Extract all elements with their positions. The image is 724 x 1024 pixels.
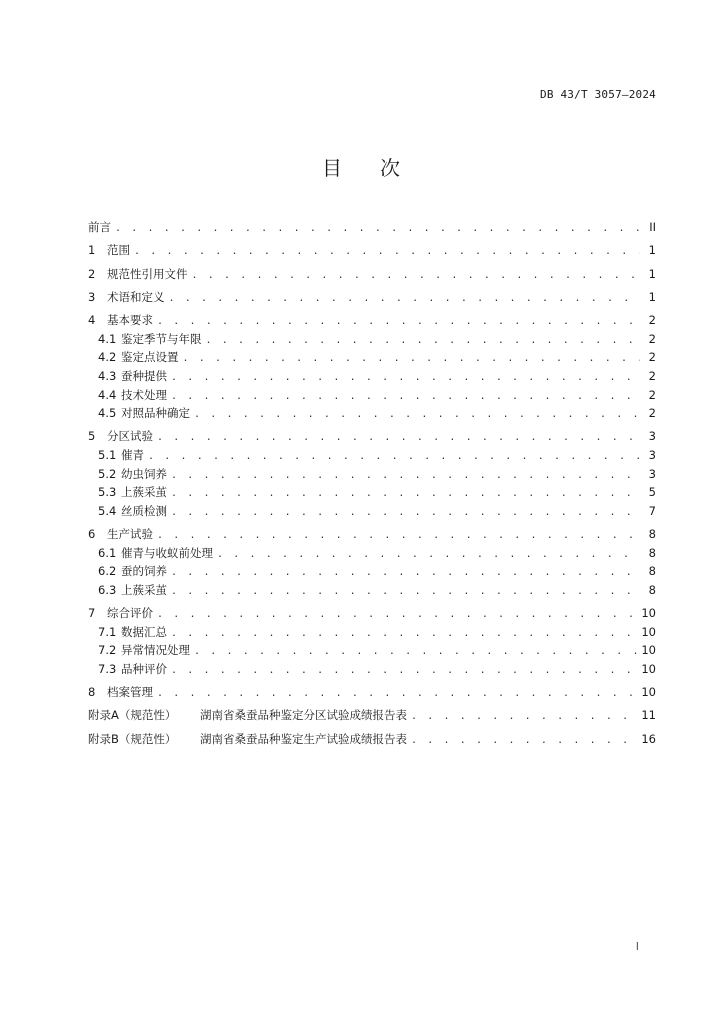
- toc-entry-number: 4: [88, 313, 96, 328]
- toc-entry-title: 对照品种确定: [121, 406, 190, 421]
- toc-entry-page: 7: [648, 503, 656, 518]
- toc-entry[interactable]: [88, 349, 656, 368]
- toc-dot-leader: [171, 391, 640, 402]
- toc-entry-number: 7.1: [98, 624, 117, 639]
- toc-dot-leader: [171, 372, 640, 383]
- toc-entry-page: 10: [641, 606, 656, 621]
- toc-entry[interactable]: [88, 242, 656, 261]
- toc-entry-page: 8: [648, 564, 656, 579]
- toc-entry-number: 6: [88, 527, 96, 542]
- toc-dot-leader: [192, 270, 641, 281]
- toc-entry-page: 16: [641, 731, 656, 746]
- toc-entry-number: 4.1: [98, 331, 117, 346]
- toc-dot-leader: [171, 665, 637, 676]
- toc-entry-number: 4.3: [98, 368, 117, 383]
- toc-entry[interactable]: [88, 582, 656, 601]
- toc-entry-number: 8: [88, 685, 96, 700]
- toc-entry[interactable]: [88, 428, 656, 447]
- footer-page-number: I: [635, 940, 639, 953]
- toc-dot-leader: [157, 316, 640, 327]
- toc-entry-number: 2: [88, 266, 96, 281]
- toc-entry-number: 5.4: [98, 503, 117, 518]
- toc-entry[interactable]: [88, 563, 656, 582]
- toc-entry-title: 分区试验: [107, 429, 153, 444]
- toc-entry[interactable]: [88, 484, 656, 503]
- toc-entry-number: 4.2: [98, 350, 117, 365]
- toc-entry-page: 1: [648, 243, 656, 258]
- toc-entry-title: 品种评价: [121, 661, 167, 676]
- toc-dot-leader: [171, 507, 640, 518]
- toc-entry[interactable]: [88, 503, 656, 522]
- toc-dot-leader: [206, 335, 641, 346]
- toc-entry-title: 生产试验: [107, 527, 153, 542]
- toc-entry[interactable]: [88, 661, 656, 680]
- toc-entry-title: 基本要求: [107, 313, 153, 328]
- toc-entry[interactable]: [88, 266, 656, 285]
- toc-entry-title: 技术处理: [121, 387, 167, 402]
- toc-dot-leader: [194, 646, 637, 657]
- toc-entry[interactable]: [88, 387, 656, 406]
- toc-entry-number: 5: [88, 429, 96, 444]
- toc-entry[interactable]: [88, 545, 656, 564]
- toc-entry-page: 2: [648, 387, 656, 402]
- toc-entry-page: 1: [648, 266, 656, 281]
- toc-entry-title: 上蔟采茧: [121, 485, 167, 500]
- toc-entry[interactable]: [88, 642, 656, 661]
- toc-entry-title: 蚕种提供: [121, 368, 167, 383]
- toc-entry[interactable]: [88, 289, 656, 308]
- toc-dot-leader: [171, 586, 640, 597]
- toc-entry-page: 11: [641, 708, 656, 723]
- toc-entry-number: 5.2: [98, 466, 117, 481]
- toc-entry[interactable]: [88, 605, 656, 624]
- toc-dot-leader: [171, 567, 640, 578]
- toc-entry[interactable]: [88, 405, 656, 424]
- toc-entry-number: 5.1: [98, 447, 117, 462]
- toc-entry-page: 8: [648, 582, 656, 597]
- toc-entry[interactable]: [88, 731, 656, 750]
- page-title-part2: 次: [380, 156, 402, 180]
- toc-entry-page: 2: [648, 406, 656, 421]
- toc-entry-page: 10: [641, 661, 656, 676]
- page-title-part1: 目: [322, 156, 344, 180]
- toc-entry-title: 鉴定点设置: [121, 350, 179, 365]
- toc-entry-page: 3: [648, 447, 656, 462]
- toc-entry-page: II: [649, 220, 656, 234]
- toc-entry-number: 7: [88, 606, 96, 621]
- toc-entry[interactable]: [88, 331, 656, 350]
- toc-entry-page: 10: [641, 685, 656, 700]
- toc-entry-title: 前言: [88, 220, 111, 234]
- toc-entry-title: 湖南省桑蚕品种鉴定生产试验成绩报告表: [200, 731, 407, 746]
- toc-dot-leader: [171, 488, 640, 499]
- toc-entry-number: 7.2: [98, 643, 117, 658]
- toc-entry-title: 术语和定义: [107, 289, 165, 304]
- toc-entry-page: 3: [648, 466, 656, 481]
- toc-entry-number: 附录B（规范性）: [88, 731, 177, 746]
- toc-entry-number: 附录A（规范性）: [88, 708, 177, 723]
- toc-entry-title: 蚕的饲养: [121, 564, 167, 579]
- toc-entry-number: 1: [88, 243, 96, 258]
- toc-entry-number: 3: [88, 289, 96, 304]
- toc-dot-leader: [157, 432, 640, 443]
- toc-entry-title: 幼虫饲养: [121, 466, 167, 481]
- toc-entry-title: 丝质检测: [121, 503, 167, 518]
- toc-dot-leader: [183, 353, 641, 364]
- toc-entry-title: 范围: [107, 243, 130, 258]
- toc-entry[interactable]: [88, 684, 656, 703]
- toc-entry-title: 上蔟采茧: [121, 582, 167, 597]
- page-title: [0, 152, 724, 181]
- toc-entry[interactable]: [88, 368, 656, 387]
- toc-entry-title: 异常情况处理: [121, 643, 190, 658]
- toc-entry-title: 催青: [121, 447, 144, 462]
- toc-entry-page: 2: [648, 368, 656, 383]
- toc-dot-leader: [411, 735, 637, 746]
- toc-dot-leader: [171, 470, 640, 481]
- toc-entry[interactable]: [88, 526, 656, 545]
- toc-dot-leader: [157, 688, 637, 699]
- toc-entry-title: 湖南省桑蚕品种鉴定分区试验成绩报告表: [200, 708, 407, 723]
- toc-entry[interactable]: [88, 466, 656, 485]
- toc-dot-leader: [134, 246, 640, 257]
- toc-entry-page: 2: [648, 350, 656, 365]
- toc-entry-number: 4.4: [98, 387, 117, 402]
- toc-entry-page: 2: [648, 313, 656, 328]
- toc-entry-page: 5: [648, 485, 656, 500]
- toc-entry[interactable]: [88, 312, 656, 331]
- toc-dot-leader: [194, 409, 640, 420]
- toc-entry-page: 1: [648, 289, 656, 304]
- toc-entry-title: 鉴定季节与年限: [121, 331, 202, 346]
- toc-entry[interactable]: [88, 447, 656, 466]
- toc-dot-leader: [148, 451, 640, 462]
- toc-entry[interactable]: [88, 707, 656, 726]
- toc-dot-leader: [217, 549, 640, 560]
- toc-dot-leader: [157, 609, 637, 620]
- toc-entry-number: 6.3: [98, 582, 117, 597]
- toc-dot-leader: [169, 293, 641, 304]
- toc-entry-page: 8: [648, 527, 656, 542]
- toc-entry-page: 10: [641, 643, 656, 658]
- toc-entry-title: 数据汇总: [121, 624, 167, 639]
- toc-entry-number: 6.2: [98, 564, 117, 579]
- toc-entry[interactable]: [88, 624, 656, 643]
- toc-dot-leader: [411, 711, 637, 722]
- toc-entry-title: 综合评价: [107, 606, 153, 621]
- toc-dot-leader: [171, 628, 637, 639]
- toc-entry-page: 3: [648, 429, 656, 444]
- table-of-contents: [88, 219, 656, 749]
- toc-entry-title: 催青与收蚁前处理: [121, 545, 213, 560]
- toc-entry-number: 4.5: [98, 406, 117, 421]
- toc-entry-page: 8: [648, 545, 656, 560]
- toc-entry-page: 2: [648, 331, 656, 346]
- toc-entry-page: 10: [641, 624, 656, 639]
- toc-entry-title: 规范性引用文件: [107, 266, 188, 281]
- toc-entry-title: 档案管理: [107, 685, 153, 700]
- toc-entry-number: 7.3: [98, 661, 117, 676]
- toc-dot-leader: [115, 223, 640, 234]
- standard-code: DB 43/T 3057—2024: [540, 88, 656, 101]
- toc-entry-number: 6.1: [98, 545, 117, 560]
- toc-entry[interactable]: [88, 219, 656, 238]
- toc-dot-leader: [157, 530, 640, 541]
- toc-entry-number: 5.3: [98, 485, 117, 500]
